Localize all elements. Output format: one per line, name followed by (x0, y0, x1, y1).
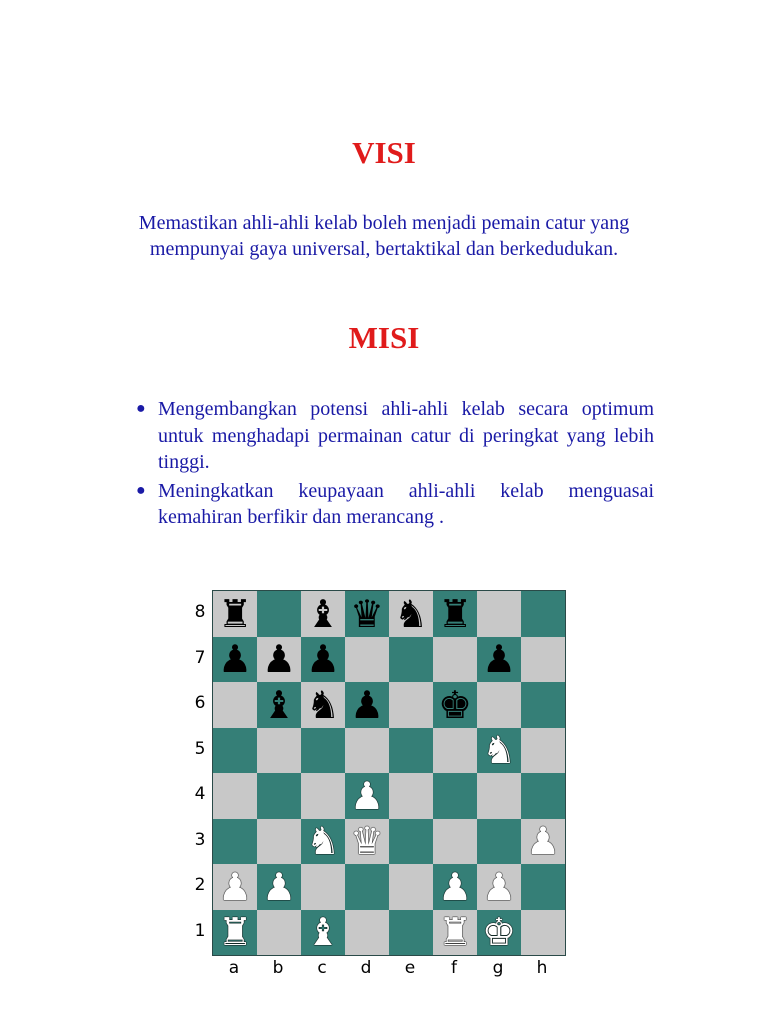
square-b4 (257, 773, 301, 819)
white-pawn-icon: ♟ (261, 864, 297, 909)
square-f7 (433, 637, 477, 683)
square-h4 (521, 773, 565, 819)
mission-item (132, 478, 654, 531)
white-pawn-icon: ♟ (349, 773, 385, 818)
black-queen-icon: ♛ (349, 591, 385, 636)
white-pawn-icon: ♟ (217, 864, 253, 909)
black-pawn-icon: ♟ (305, 637, 341, 682)
black-pawn-icon: ♟ (217, 637, 253, 682)
bullet-icon: ● (136, 400, 146, 417)
white-rook-icon: ♜ (437, 910, 473, 955)
square-c2 (301, 864, 345, 910)
square-d7 (345, 637, 389, 683)
rank-label: 8 (194, 602, 206, 622)
mission-item (132, 396, 654, 476)
black-knight-icon: ♞ (305, 682, 341, 727)
black-king-icon: ♚ (437, 682, 473, 727)
mission-title: MISI (348, 320, 420, 355)
file-label: g (492, 958, 504, 978)
file-label: d (360, 958, 372, 978)
square-e3 (389, 819, 433, 865)
rank-label: 2 (194, 875, 206, 895)
white-knight-icon: ♞ (481, 728, 517, 773)
rank-label: 5 (194, 738, 206, 759)
square-c4 (301, 773, 345, 819)
square-d5 (345, 728, 389, 774)
mission-item-text: Meningkatkan keupayaan ahli-ahli kelab menguasai kemahiran berfikir dan merancang . (158, 479, 654, 528)
white-bishop-icon: ♝ (305, 910, 341, 955)
file-label: h (536, 958, 548, 978)
square-e1 (389, 910, 433, 956)
square-b8 (257, 591, 301, 637)
file-label: b (272, 958, 284, 978)
square-a6 (213, 682, 257, 728)
square-h6 (521, 682, 565, 728)
square-h2 (521, 864, 565, 910)
rank-label: 3 (194, 829, 206, 850)
rank-label: 7 (194, 647, 206, 668)
square-e4 (389, 773, 433, 819)
square-b1 (257, 910, 301, 956)
chessboard (212, 590, 566, 956)
white-knight-icon: ♞ (305, 819, 341, 864)
square-f3 (433, 819, 477, 865)
square-h7 (521, 637, 565, 683)
square-a5 (213, 728, 257, 774)
black-pawn-icon: ♟ (481, 637, 517, 682)
file-label: c (317, 958, 327, 978)
black-pawn-icon: ♟ (349, 682, 385, 727)
square-a4 (213, 773, 257, 819)
bullet-icon: ● (136, 481, 146, 499)
black-rook-icon: ♜ (437, 591, 473, 636)
white-pawn-icon: ♟ (525, 819, 561, 864)
black-bishop-icon: ♝ (305, 591, 341, 636)
black-bishop-icon: ♝ (261, 682, 297, 727)
square-g3 (477, 819, 521, 865)
vision-text: Memastikan ahli-ahli kelab boleh menjadi pemain catur yang mempunyai gaya universal, bertaktikal dan berkedudukan. (138, 212, 630, 260)
white-queen-icon: ♛ (349, 819, 385, 864)
white-pawn-icon: ♟ (437, 864, 473, 909)
square-f5 (433, 728, 477, 774)
black-rook-icon: ♜ (217, 591, 253, 636)
file-label: f (451, 958, 457, 978)
square-g6 (477, 682, 521, 728)
vision-title: VISI (352, 135, 416, 170)
rank-label: 6 (194, 693, 206, 713)
square-c5 (301, 728, 345, 774)
square-d2 (345, 864, 389, 910)
mission-list (132, 396, 654, 533)
black-pawn-icon: ♟ (261, 637, 297, 682)
white-rook-icon: ♜ (217, 910, 253, 955)
rank-label: 1 (194, 920, 206, 941)
square-h1 (521, 910, 565, 956)
square-a3 (213, 819, 257, 865)
black-knight-icon: ♞ (393, 591, 429, 636)
square-g8 (477, 591, 521, 637)
square-h8 (521, 591, 565, 637)
square-e2 (389, 864, 433, 910)
square-e6 (389, 682, 433, 728)
file-label: e (404, 958, 416, 978)
white-king-icon: ♚ (481, 910, 517, 955)
file-label: a (228, 958, 240, 978)
square-b5 (257, 728, 301, 774)
square-e5 (389, 728, 433, 774)
rank-label: 4 (194, 784, 206, 804)
square-f4 (433, 773, 477, 819)
square-d1 (345, 910, 389, 956)
white-pawn-icon: ♟ (481, 864, 517, 909)
square-e7 (389, 637, 433, 683)
mission-item-text: Mengembangkan potensi ahli-ahli kelab secara optimum untuk menghadapi permainan catur di peringkat yang lebih tinggi. (158, 398, 654, 473)
square-b3 (257, 819, 301, 865)
square-g4 (477, 773, 521, 819)
square-h5 (521, 728, 565, 774)
